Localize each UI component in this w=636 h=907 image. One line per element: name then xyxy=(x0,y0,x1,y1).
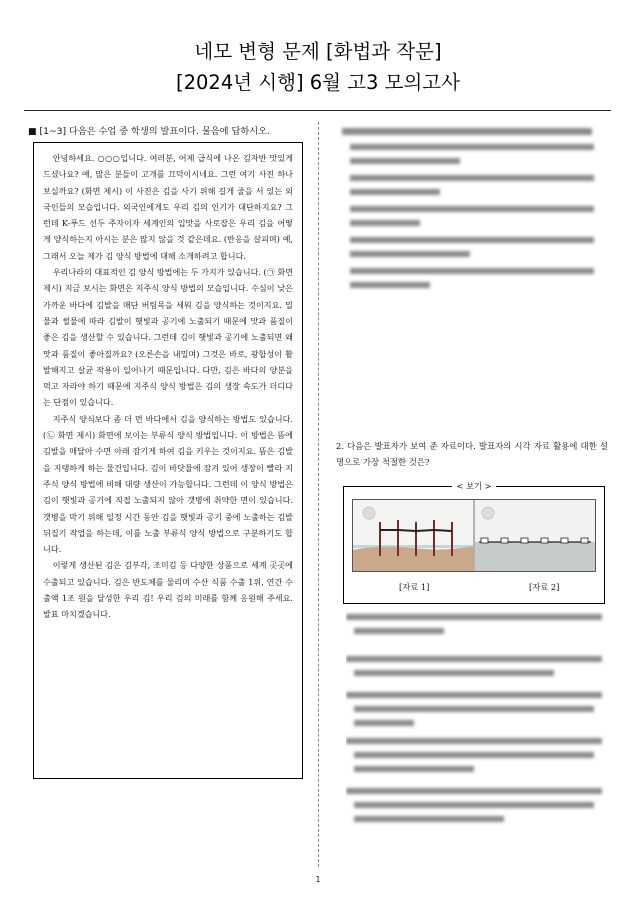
image-1-pole-farming xyxy=(353,500,473,571)
seaweed-farming-images xyxy=(352,499,596,572)
passage-paragraph-1: 안녕하세요. ○○○입니다. 여러분, 어제 급식에 나온 김자반 맛있게 드셨나요? 예, 많은 분들이 고개를 끄덕이시네요. 그런 여기 사진 하나 보실까요? (화면 제시) 이 사진은 김을 사기 위해 길게 줄을 서 있는 외국인들의 모습입니다. 외국인에게도 우리 김의 인기가 대단하지요? 그런데 K-푸드 선두 주자이자 세계인의 입맛을 사로잡은 우리 김을 어떻게 양식하는지 아시는 분은 많지 않을 것 같은데요. (반응을 살피며) 예, 그래서 오늘 제가 김 양식 방법에 대해 소개하려고 합니다. xyxy=(43,153,293,261)
document-title xyxy=(0,36,636,98)
caption-image-1: [자료 1] xyxy=(399,582,430,592)
instruction-text: [1~3] 다음은 수업 중 학생의 발표이다. 물음에 답하시오. xyxy=(39,126,270,137)
bullet-square-icon: ■ xyxy=(28,127,37,137)
farming-illustration xyxy=(353,500,595,571)
question-instruction xyxy=(28,126,314,138)
question-1-obscured xyxy=(336,122,606,306)
obscured-choices-block xyxy=(346,610,610,840)
column-divider xyxy=(318,122,319,867)
passage-paragraph-2: 우리나라의 대표적인 김 양식 방법에는 두 가지가 있습니다. (㉠ 화면 제시) 지금 보시는 화면은 지주식 양식 방법의 모습입니다. 수심이 낮은 가까운 바다에 김발을 매단 버팀목을 세워 김을 양식하는 것이지요. 밀물과 썰물에 따라 김발이 햇빛과 공기에 노출되기 때문에 맛과 품질이 좋은 김을 생산할 수 있습니다. 그런데 김이 햇빛과 공기에 노출되면 왜 맛과 품질이 좋아질까요? (오른손을 내밀며) 그것은 바로, 광합성이 활발해지고 살균 작용이 일어나기 때문입니다. 다만, 김은 바다의 양분을 먹고 자라야 하기 때문에 지주식 양식 방법은 김의 생장 속도가 더디다는 단점이 있습니다. xyxy=(43,267,293,408)
title-line-1: 네모 변형 문제 [화법과 작문] xyxy=(194,40,442,63)
question-2-stem: 2. 다음은 발표자가 보여 준 자료이다. 발표자의 시각 자료 활용에 대한 설명으로 가장 적절한 것은? xyxy=(336,441,608,467)
page-number: 1 xyxy=(315,875,321,884)
passage-paragraph-3: 지주식 양식보다 좀 더 먼 바다에서 김을 양식하는 방법도 있습니다. (㉡ 화면 제시) 화면에 보이는 부류식 양식 방법입니다. 이 방법은 뜸에 김발을 매달아 수면 아래 잠기게 하여 김을 키우는 것이지요. 뜸은 김발을 지탱하게 하는 물건입니다. 김이 바닷물에 잠겨 있어 생장이 빨라 지주식 양식 방법에 비해 대량 생산이 가능합니다. 그런데 이 양식 방법은 김이 햇빛과 공기에 직접 노출되지 않아 갯병에 취약한 면이 있습니다. 갯병을 막기 위해 일정 시간 동안 김을 햇빛과 공기 중에 노출하는 김발 뒤집기 작업을 하는데, 이를 노출 부류식 양식 방법으로 구분하기도 합니다. xyxy=(43,413,293,555)
bogi-box xyxy=(343,481,605,604)
caption-image-2: [자료 2] xyxy=(529,582,560,592)
image-2-floating-farming xyxy=(475,500,595,571)
passage-paragraph-4: 이렇게 생산된 김은 김부각, 조미김 등 다양한 상품으로 세계 곳곳에 수출되고 있습니다. 김은 반도체를 물리며 수산 식품 수출 1위, 연간 수출액 1조 원을 달성한 우리 김! 우리 김의 미래를 함께 응원해 주세요. 발표 마치겠습니다. xyxy=(43,560,293,620)
question-2-choices-obscured xyxy=(346,610,610,844)
header-divider xyxy=(24,110,611,111)
bogi-label: < 보기 > xyxy=(452,481,495,491)
obscured-text-block xyxy=(336,122,606,302)
title-line-2: [2024년 시행] 6월 고3 모의고사 xyxy=(176,71,460,94)
speech-passage-box xyxy=(33,142,303,779)
